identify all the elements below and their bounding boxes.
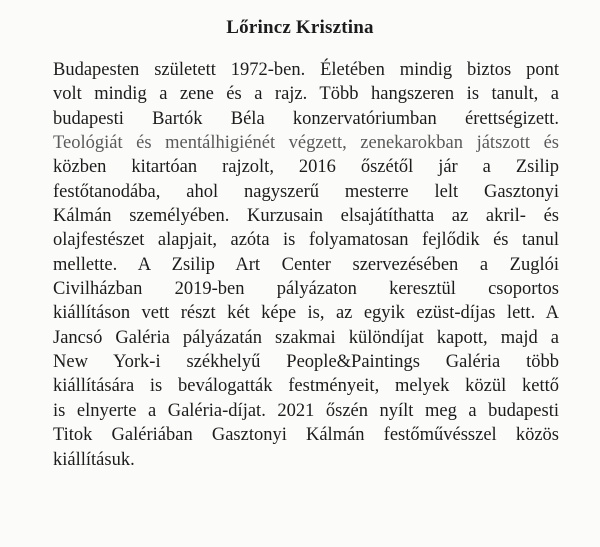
document-title: Lőrincz Krisztina — [226, 17, 374, 38]
body-line: is elnyerte a Galéria-díjat. 2021 őszén nyílt meg a budapesti — [53, 400, 559, 421]
body-line: kiállításon vett részt két képe is, az egyik ezüst-díjas lett. A — [53, 303, 559, 324]
body-line: Titok Galériában Gasztonyi Kálmán festőművésszel közös — [53, 425, 559, 446]
body-line: Teológiát és mentálhigiénét végzett, zenekarokban játszott és — [53, 133, 559, 154]
body-line: Kálmán személyében. Kurzusain elsajátíthatta az akril- és — [53, 206, 559, 227]
body-line: Budapesten született 1972-ben. Életében mindig biztos pont — [53, 60, 559, 80]
body-line: New York-i székhelyű People&Paintings Galéria több — [53, 352, 559, 373]
body-line: volt mindig a zene és a rajz. Több hangszeren is tanult, a — [53, 84, 559, 105]
document-body — [53, 58, 559, 472]
body-line: közben kitartóan rajzolt, 2016 őszétől jár a Zsilip — [53, 157, 559, 178]
body-line: Civilházban 2019-ben pályázaton keresztül csoportos — [53, 279, 559, 300]
body-line: budapesti Bartók Béla konzervatóriumban érettségizett. — [53, 108, 559, 129]
body-line: mellette. A Zsilip Art Center szervezésében a Zuglói — [53, 254, 559, 275]
body-line: olajfestészet alapjait, azóta is folyamatosan fejlődik és tanul — [53, 230, 559, 251]
body-line: festőtanodába, ahol nagyszerű mesterre lelt Gasztonyi — [53, 181, 559, 202]
body-line: kiállításuk. — [53, 449, 135, 470]
body-line: kiállítására is beválogatták festményeit, melyek közül kettő — [53, 376, 559, 397]
body-line: Jancsó Galéria pályázatán szakmai különdíjat kapott, majd a — [53, 327, 559, 348]
